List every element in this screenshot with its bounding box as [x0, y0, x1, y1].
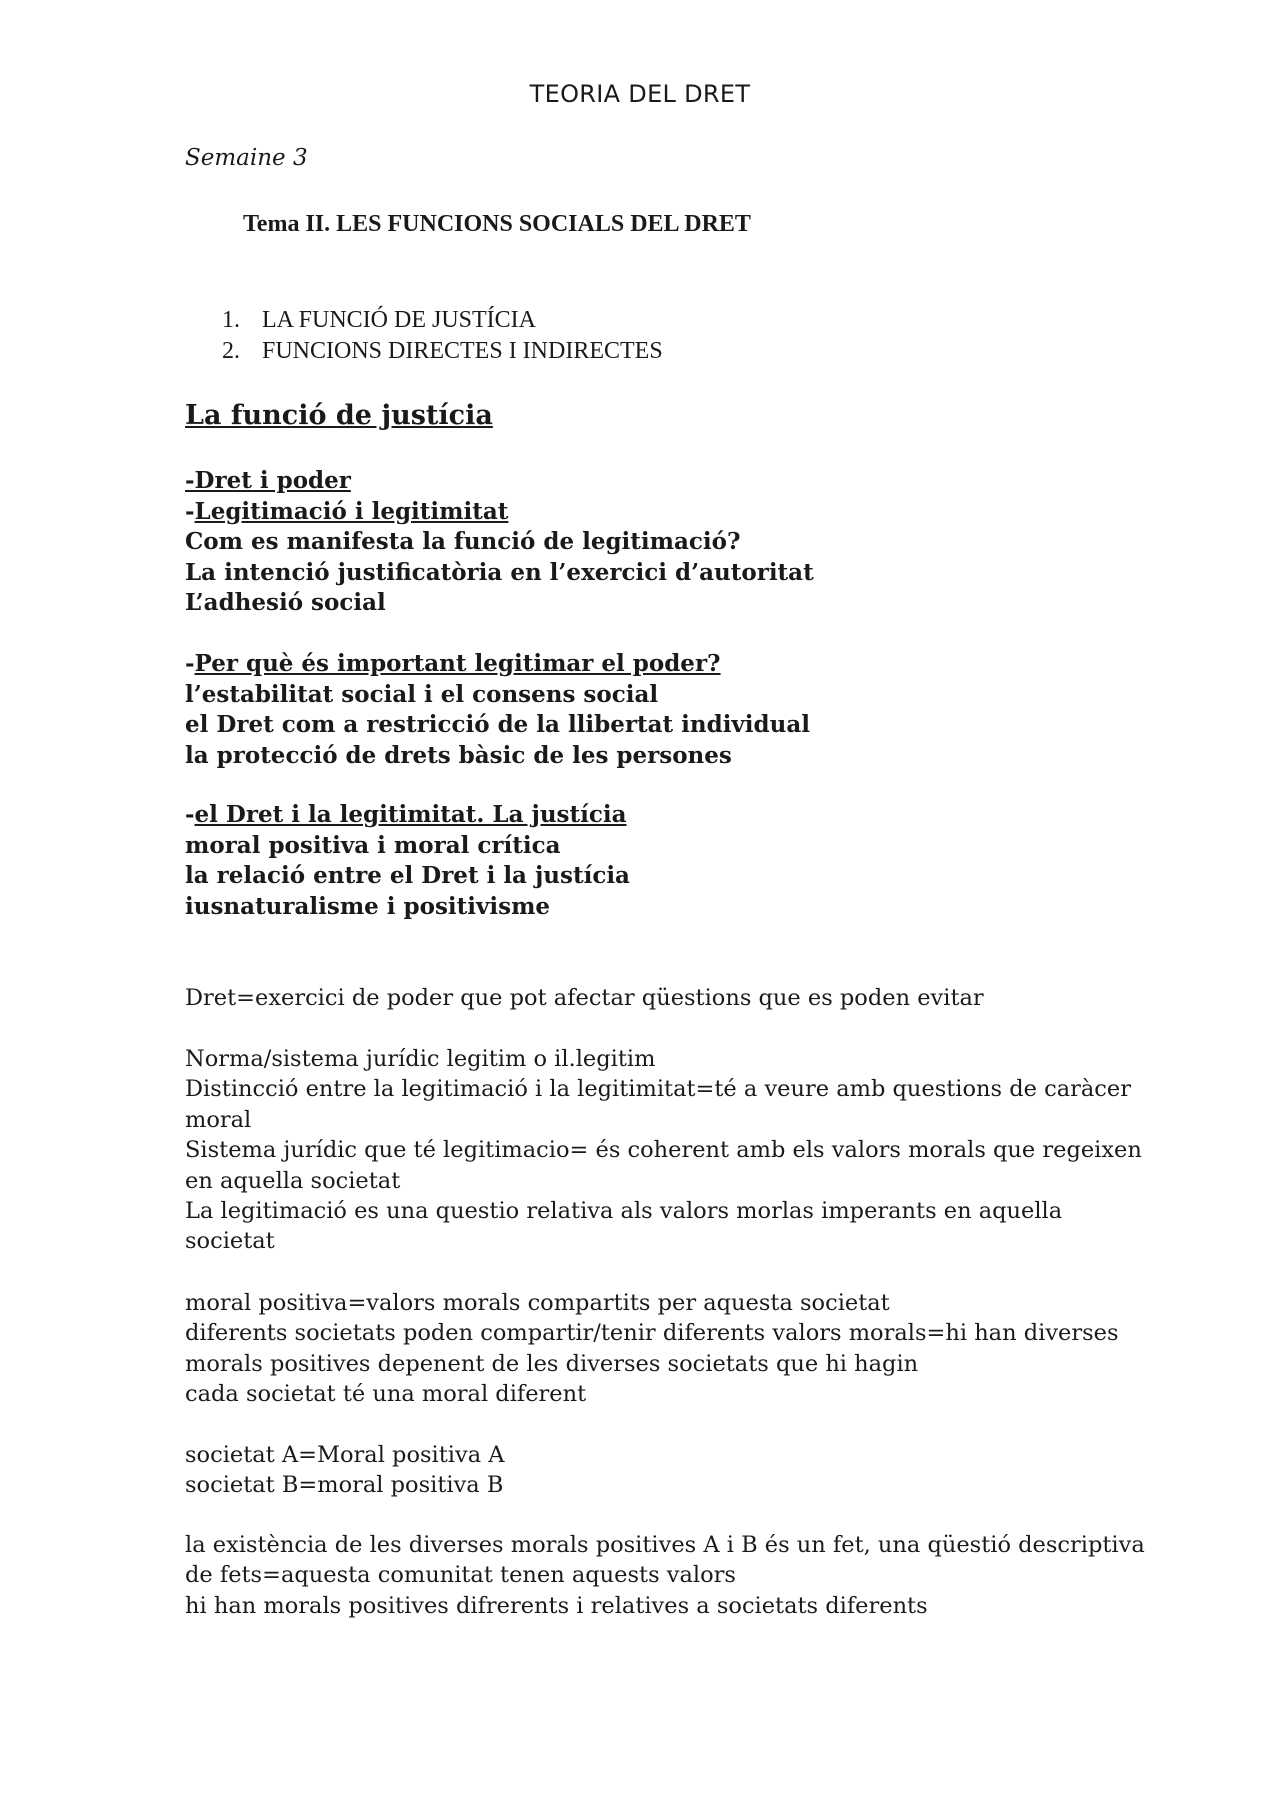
justice-block — [185, 800, 630, 922]
topic-outline — [222, 305, 663, 367]
block-line: moral positiva i moral crítica — [185, 831, 561, 859]
notes-line: moral positiva=valors morals compartits per aquesta societat — [185, 1290, 890, 1316]
document-title: TEORIA DEL DRET — [529, 80, 751, 108]
notes-line: hi han morals positives difrerents i relatives a societats diferents — [185, 1592, 928, 1619]
notes-line: Norma/sistema jurídic legitim o il.legitim — [185, 1046, 656, 1072]
notes-line: en aquella societat — [185, 1167, 401, 1194]
block-line: Com es manifesta la funció de legitimació? — [185, 528, 741, 555]
block-line: la relació entre el Dret i la justícia — [185, 862, 630, 889]
outline-item: 1. LA FUNCIÓ DE JUSTÍCIA — [222, 307, 537, 333]
notes-paragraph — [185, 1044, 1142, 1257]
section-heading: La funció de justícia — [185, 400, 493, 431]
notes-line: societat — [185, 1228, 275, 1255]
notes-line: societat A=Moral positiva A — [185, 1442, 505, 1468]
block-line: l’estabilitat social i el consens social — [185, 680, 659, 708]
notes-paragraph — [185, 1440, 1115, 1501]
legitimacy-block — [185, 466, 814, 619]
importance-block — [185, 649, 810, 771]
block-line: La intenció justificatòria en l’exercici d’autoritat — [185, 558, 814, 586]
topic-heading: Tema II. LES FUNCIONS SOCIALS DEL DRET — [243, 211, 751, 237]
notes-line: Distincció entre la legitimació i la legitimitat=té a veure amb questions de caràcer — [185, 1076, 1131, 1103]
block-heading: -Legitimació i legitimitat — [185, 497, 509, 525]
notes-paragraph — [185, 983, 1115, 1013]
block-heading: -Dret i poder — [185, 467, 351, 494]
notes-paragraph — [185, 1288, 1119, 1410]
notes-line: societat B=moral positiva B — [185, 1472, 504, 1499]
block-heading: -Per què és important legitimar el poder? — [185, 650, 721, 677]
notes-line: Dret=exercici de poder que pot afectar qüestions que es poden evitar — [185, 985, 984, 1011]
block-line: L’adhesió social — [185, 589, 386, 616]
block-line: iusnaturalisme i positivisme — [185, 892, 551, 920]
notes-line: moral — [185, 1106, 252, 1133]
block-line: la protecció de drets bàsic de les persones — [185, 741, 732, 769]
week-label: Semaine 3 — [185, 145, 308, 171]
notes-line: Sistema jurídic que té legitimacio= és coherent amb els valors morals que regeixen — [185, 1137, 1142, 1164]
notes-line: morals positives depenent de les diverses societats que hi hagin — [185, 1350, 919, 1377]
notes-line: La legitimació es una questio relativa als valors morlas imperants en aquella — [185, 1198, 1063, 1225]
notes-line: de fets=aquesta comunitat tenen aquests valors — [185, 1562, 736, 1589]
notes-paragraph — [185, 1530, 1145, 1621]
notes-line: la existència de les diverses morals positives A i B és un fet, una qüestió descriptiva — [185, 1532, 1145, 1558]
block-heading: -el Dret i la legitimitat. La justícia — [185, 801, 627, 828]
notes-line: cada societat té una moral diferent — [185, 1381, 587, 1408]
notes-line: diferents societats poden compartir/tenir diferents valors morals=hi han diverses — [185, 1320, 1119, 1347]
block-line: el Dret com a restricció de la llibertat individual — [185, 711, 810, 738]
outline-item: 2. FUNCIONS DIRECTES I INDIRECTES — [222, 338, 663, 364]
